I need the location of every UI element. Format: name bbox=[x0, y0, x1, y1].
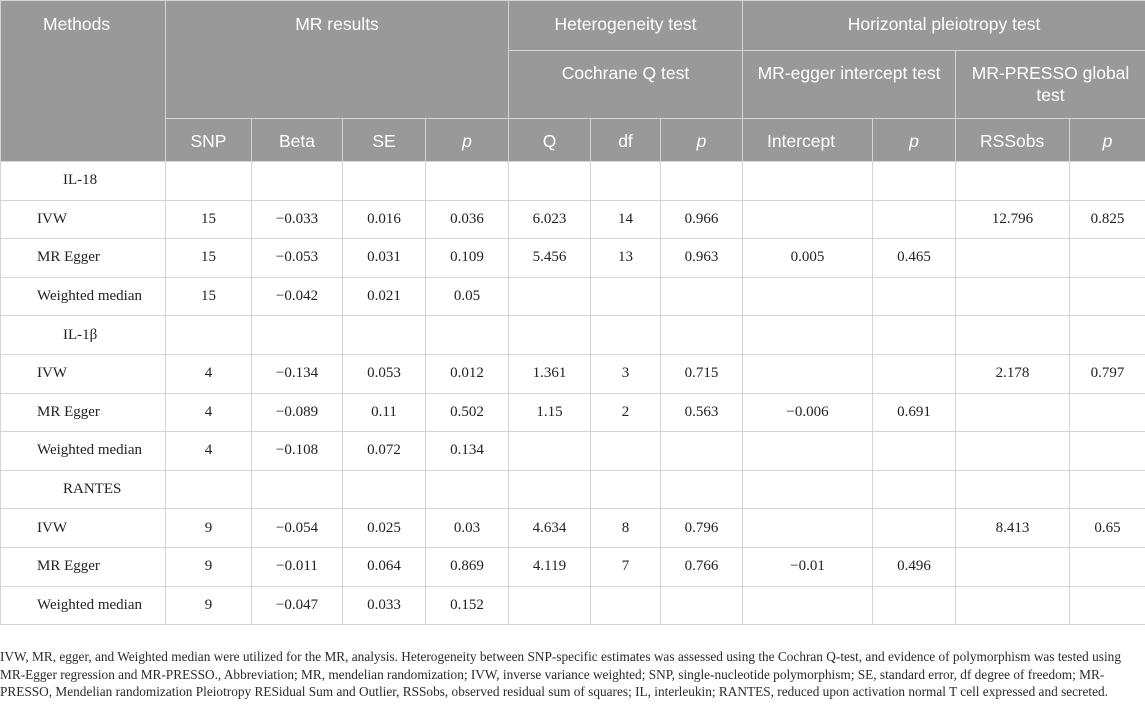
empty-cell bbox=[956, 316, 1070, 355]
method-name: Weighted median bbox=[1, 586, 166, 625]
cell-intercept bbox=[743, 586, 873, 625]
cell-beta: −0.134 bbox=[252, 354, 343, 393]
empty-cell bbox=[591, 470, 661, 509]
cell-qp bbox=[661, 277, 743, 316]
header-horizontal-pleiotropy-test: Horizontal pleiotropy test bbox=[743, 1, 1145, 51]
table-row bbox=[1, 239, 1145, 278]
cell-p: 0.869 bbox=[426, 547, 509, 586]
cell-df bbox=[591, 586, 661, 625]
empty-cell bbox=[343, 316, 426, 355]
method-name: MR Egger bbox=[1, 239, 166, 278]
cell-snp: 15 bbox=[166, 239, 252, 278]
cell-p: 0.03 bbox=[426, 509, 509, 548]
empty-cell bbox=[661, 316, 743, 355]
cell-qp: 0.796 bbox=[661, 509, 743, 548]
empty-cell bbox=[1070, 470, 1145, 509]
empty-cell bbox=[661, 470, 743, 509]
cell-p: 0.152 bbox=[426, 586, 509, 625]
cell-q: 6.023 bbox=[509, 200, 591, 239]
cell-se: 0.11 bbox=[343, 393, 426, 432]
cell-ip bbox=[873, 432, 956, 471]
cell-qp: 0.715 bbox=[661, 354, 743, 393]
cell-rp bbox=[1070, 277, 1145, 316]
cell-intercept bbox=[743, 354, 873, 393]
cell-qp: 0.766 bbox=[661, 547, 743, 586]
cell-ip bbox=[873, 586, 956, 625]
cell-intercept bbox=[743, 200, 873, 239]
group-name: IL-18 bbox=[1, 162, 166, 201]
empty-cell bbox=[426, 470, 509, 509]
cell-q: 1.15 bbox=[509, 393, 591, 432]
empty-cell bbox=[509, 316, 591, 355]
empty-cell bbox=[873, 162, 956, 201]
cell-ip: 0.496 bbox=[873, 547, 956, 586]
empty-cell bbox=[873, 470, 956, 509]
empty-cell bbox=[956, 470, 1070, 509]
method-name: MR Egger bbox=[1, 547, 166, 586]
empty-cell bbox=[743, 470, 873, 509]
cell-intercept: −0.01 bbox=[743, 547, 873, 586]
col-df: df bbox=[591, 119, 661, 162]
cell-se: 0.031 bbox=[343, 239, 426, 278]
col-beta: Beta bbox=[252, 119, 343, 162]
header-methods: Methods bbox=[1, 1, 166, 162]
table-row bbox=[1, 277, 1145, 316]
cell-df: 7 bbox=[591, 547, 661, 586]
cell-snp: 9 bbox=[166, 586, 252, 625]
cell-beta: −0.108 bbox=[252, 432, 343, 471]
method-name: IVW bbox=[1, 509, 166, 548]
cell-q bbox=[509, 432, 591, 471]
table-row bbox=[1, 547, 1145, 586]
table-body bbox=[1, 162, 1145, 625]
cell-snp: 9 bbox=[166, 509, 252, 548]
cell-df: 2 bbox=[591, 393, 661, 432]
method-name: IVW bbox=[1, 354, 166, 393]
cell-snp: 9 bbox=[166, 547, 252, 586]
header-heterogeneity-test: Heterogeneity test bbox=[509, 1, 743, 51]
table-row bbox=[1, 586, 1145, 625]
cell-rp: 0.65 bbox=[1070, 509, 1145, 548]
cell-rp: 0.797 bbox=[1070, 354, 1145, 393]
empty-cell bbox=[166, 316, 252, 355]
cell-intercept: −0.006 bbox=[743, 393, 873, 432]
cell-q: 1.361 bbox=[509, 354, 591, 393]
cell-beta: −0.053 bbox=[252, 239, 343, 278]
cell-qp bbox=[661, 432, 743, 471]
cell-se: 0.064 bbox=[343, 547, 426, 586]
cell-rss: 2.178 bbox=[956, 354, 1070, 393]
empty-cell bbox=[509, 162, 591, 201]
table-row bbox=[1, 393, 1145, 432]
cell-rp bbox=[1070, 393, 1145, 432]
col-q-p: p bbox=[661, 119, 743, 162]
group-row bbox=[1, 316, 1145, 355]
cell-snp: 15 bbox=[166, 200, 252, 239]
cell-rp bbox=[1070, 432, 1145, 471]
cell-beta: −0.047 bbox=[252, 586, 343, 625]
cell-q: 4.634 bbox=[509, 509, 591, 548]
cell-df: 14 bbox=[591, 200, 661, 239]
empty-cell bbox=[1070, 162, 1145, 201]
cell-qp bbox=[661, 586, 743, 625]
cell-se: 0.016 bbox=[343, 200, 426, 239]
cell-ip bbox=[873, 354, 956, 393]
cell-df: 8 bbox=[591, 509, 661, 548]
table-row bbox=[1, 432, 1145, 471]
empty-cell bbox=[426, 316, 509, 355]
cell-qp: 0.963 bbox=[661, 239, 743, 278]
empty-cell bbox=[509, 470, 591, 509]
empty-cell bbox=[591, 316, 661, 355]
cell-rss bbox=[956, 393, 1070, 432]
cell-se: 0.053 bbox=[343, 354, 426, 393]
method-name: Weighted median bbox=[1, 432, 166, 471]
method-name: MR Egger bbox=[1, 393, 166, 432]
empty-cell bbox=[343, 470, 426, 509]
cell-beta: −0.042 bbox=[252, 277, 343, 316]
empty-cell bbox=[166, 470, 252, 509]
table-row bbox=[1, 200, 1145, 239]
cell-beta: −0.054 bbox=[252, 509, 343, 548]
empty-cell bbox=[873, 316, 956, 355]
cell-p: 0.134 bbox=[426, 432, 509, 471]
cell-ip bbox=[873, 200, 956, 239]
cell-p: 0.012 bbox=[426, 354, 509, 393]
cell-qp: 0.966 bbox=[661, 200, 743, 239]
empty-cell bbox=[343, 162, 426, 201]
col-rss-p: p bbox=[1070, 119, 1145, 162]
group-row bbox=[1, 470, 1145, 509]
cell-rp bbox=[1070, 547, 1145, 586]
cell-rss bbox=[956, 547, 1070, 586]
empty-cell bbox=[661, 162, 743, 201]
cell-beta: −0.011 bbox=[252, 547, 343, 586]
cell-q bbox=[509, 586, 591, 625]
cell-q bbox=[509, 277, 591, 316]
cell-se: 0.021 bbox=[343, 277, 426, 316]
empty-cell bbox=[252, 470, 343, 509]
table-header bbox=[1, 1, 1145, 162]
cell-df: 13 bbox=[591, 239, 661, 278]
cell-rp: 0.825 bbox=[1070, 200, 1145, 239]
cell-ip bbox=[873, 509, 956, 548]
col-intercept-p: p bbox=[873, 119, 956, 162]
cell-snp: 15 bbox=[166, 277, 252, 316]
cell-p: 0.109 bbox=[426, 239, 509, 278]
empty-cell bbox=[956, 162, 1070, 201]
cell-rss bbox=[956, 277, 1070, 316]
col-intercept: Intercept bbox=[743, 119, 873, 162]
group-name: RANTES bbox=[1, 470, 166, 509]
empty-cell bbox=[252, 162, 343, 201]
col-mr-p: p bbox=[426, 119, 509, 162]
cell-p: 0.05 bbox=[426, 277, 509, 316]
cell-p: 0.502 bbox=[426, 393, 509, 432]
group-row bbox=[1, 162, 1145, 201]
cell-beta: −0.089 bbox=[252, 393, 343, 432]
cell-intercept: 0.005 bbox=[743, 239, 873, 278]
cell-df bbox=[591, 432, 661, 471]
col-snp: SNP bbox=[166, 119, 252, 162]
cell-snp: 4 bbox=[166, 432, 252, 471]
group-name: IL-1β bbox=[1, 316, 166, 355]
cell-rss bbox=[956, 586, 1070, 625]
cell-ip bbox=[873, 277, 956, 316]
empty-cell bbox=[166, 162, 252, 201]
cell-rss bbox=[956, 239, 1070, 278]
cell-se: 0.072 bbox=[343, 432, 426, 471]
cell-df: 3 bbox=[591, 354, 661, 393]
header-mr-results: MR results bbox=[166, 1, 509, 119]
cell-rss bbox=[956, 432, 1070, 471]
table-row bbox=[1, 509, 1145, 548]
cell-rss: 8.413 bbox=[956, 509, 1070, 548]
cell-beta: −0.033 bbox=[252, 200, 343, 239]
header-mr-presso-global-test: MR-PRESSO global test bbox=[956, 51, 1145, 119]
cell-p: 0.036 bbox=[426, 200, 509, 239]
method-name: IVW bbox=[1, 200, 166, 239]
cell-intercept bbox=[743, 277, 873, 316]
empty-cell bbox=[591, 162, 661, 201]
header-mr-egger-intercept-test: MR-egger intercept test bbox=[743, 51, 956, 119]
cell-snp: 4 bbox=[166, 354, 252, 393]
cell-ip: 0.465 bbox=[873, 239, 956, 278]
cell-se: 0.033 bbox=[343, 586, 426, 625]
empty-cell bbox=[426, 162, 509, 201]
cell-se: 0.025 bbox=[343, 509, 426, 548]
cell-df bbox=[591, 277, 661, 316]
col-q: Q bbox=[509, 119, 591, 162]
cell-rp bbox=[1070, 239, 1145, 278]
cell-snp: 4 bbox=[166, 393, 252, 432]
cell-rp bbox=[1070, 586, 1145, 625]
cell-intercept bbox=[743, 432, 873, 471]
cell-ip: 0.691 bbox=[873, 393, 956, 432]
table-row bbox=[1, 354, 1145, 393]
empty-cell bbox=[743, 316, 873, 355]
header-cochrane-q-test: Cochrane Q test bbox=[509, 51, 743, 119]
cell-qp: 0.563 bbox=[661, 393, 743, 432]
empty-cell bbox=[252, 316, 343, 355]
cell-q: 4.119 bbox=[509, 547, 591, 586]
empty-cell bbox=[1070, 316, 1145, 355]
method-name: Weighted median bbox=[1, 277, 166, 316]
empty-cell bbox=[743, 162, 873, 201]
table-footnote: IVW, MR, egger, and Weighted median were utilized for the MR, analysis. Heterogeneity between SNP-specific estimates was assessed using the Cochran Q-test, and evidence of polymorphism was tested using MR-Egger regression and MR-PRESSO., Abbreviation; MR, mendelian randomization; IVW, inverse variance weighted; SNP, single-nucleotide polymorphism; SE, standard error, df degree of freedom; MR-PRESSO, Mendelian randomization Pleiotropy RESidual Sum and Outlier, RSSobs, observed residual sum of squares; IL, interleukin; RANTES, reduced upon activation normal T cell expressed and secreted. bbox=[0, 649, 1121, 699]
cell-intercept bbox=[743, 509, 873, 548]
col-rssobs: RSSobs bbox=[956, 119, 1070, 162]
cell-q: 5.456 bbox=[509, 239, 591, 278]
cell-rss: 12.796 bbox=[956, 200, 1070, 239]
col-se: SE bbox=[343, 119, 426, 162]
